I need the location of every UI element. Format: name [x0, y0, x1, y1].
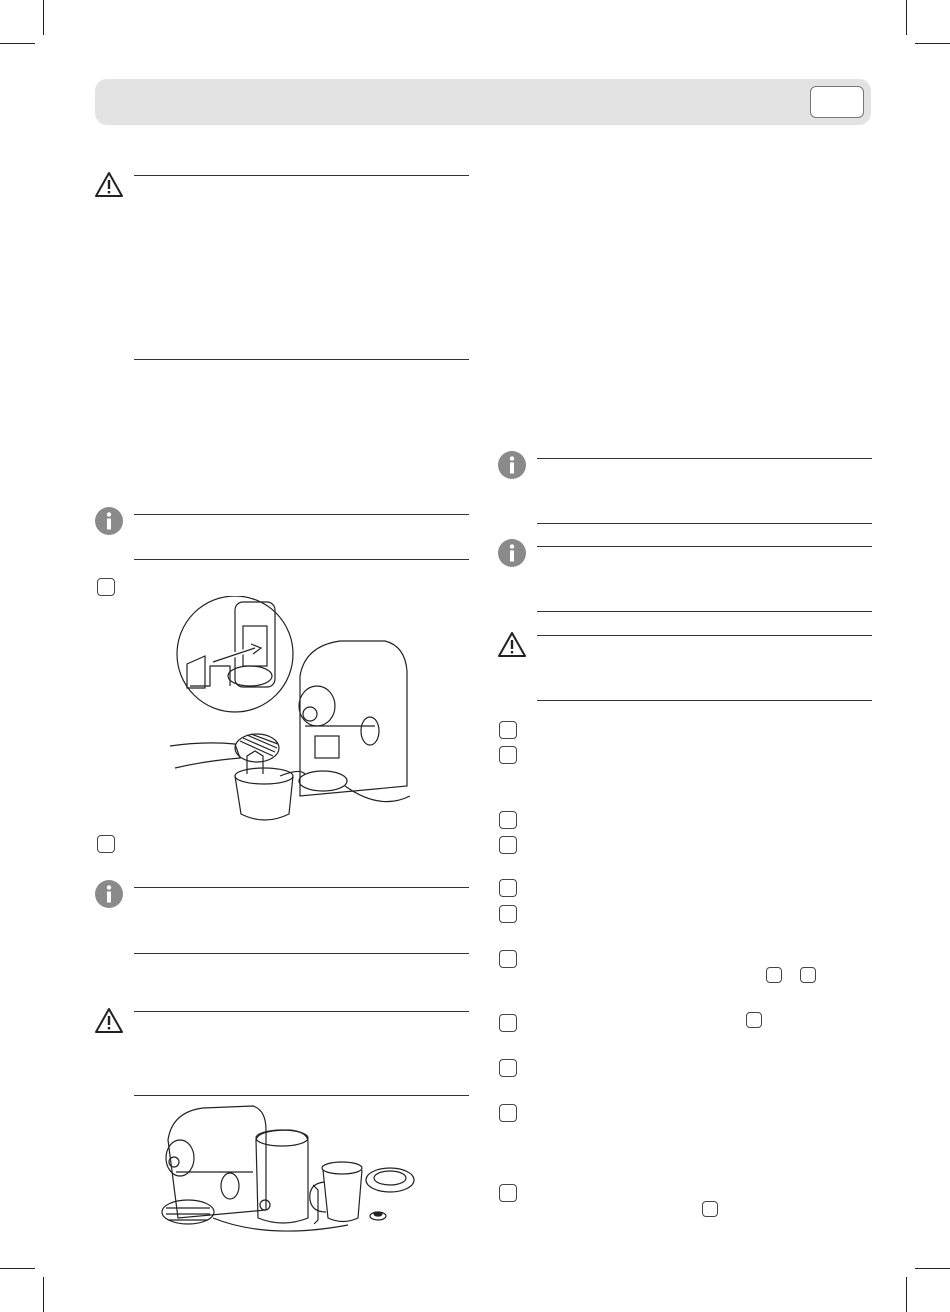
crop-mark: [915, 43, 950, 44]
step-number-box: [499, 811, 517, 829]
section-rule: [537, 635, 872, 636]
step-number-box: [499, 1104, 517, 1122]
info-circle-icon: [94, 506, 124, 536]
info-circle-icon: [497, 538, 527, 568]
header-band: [95, 79, 871, 125]
crop-mark: [906, 0, 907, 35]
step-reference-box: [702, 1201, 718, 1217]
step-number-box: [499, 950, 517, 968]
step-number-box: [499, 721, 517, 739]
section-rule: [134, 559, 469, 560]
info-circle-icon: [94, 879, 124, 909]
step-number-box: [499, 1184, 517, 1202]
section-rule: [537, 700, 872, 701]
crop-mark: [43, 0, 44, 35]
step-number-box: [97, 578, 115, 596]
crop-mark: [0, 1268, 35, 1269]
step-reference-box: [746, 1012, 762, 1028]
section-rule: [537, 523, 872, 524]
warning-triangle-icon: [497, 630, 527, 660]
step-reference-box: [800, 967, 816, 983]
illustration-drip-tray-removal: [165, 596, 410, 828]
illustration-machine-with-milk-frother: [158, 1100, 420, 1240]
crop-mark: [0, 43, 35, 44]
info-circle-icon: [497, 450, 527, 480]
section-rule: [134, 359, 469, 360]
crop-mark: [915, 1268, 950, 1269]
section-rule: [134, 1095, 469, 1096]
crop-mark: [906, 1277, 907, 1312]
step-number-box: [499, 1059, 517, 1077]
section-rule: [134, 514, 469, 515]
section-rule: [134, 175, 469, 176]
section-rule: [537, 458, 872, 459]
step-number-box: [499, 746, 517, 764]
section-rule: [134, 953, 469, 954]
step-number-box: [499, 905, 517, 923]
section-rule: [537, 611, 872, 612]
step-number-box: [499, 879, 517, 897]
warning-triangle-icon: [94, 170, 124, 200]
crop-mark: [43, 1277, 44, 1312]
step-number-box: [499, 836, 517, 854]
section-rule: [134, 1011, 469, 1012]
step-reference-box: [766, 967, 782, 983]
language-tab: [810, 86, 864, 118]
section-rule: [134, 887, 469, 888]
warning-triangle-icon: [94, 1006, 124, 1036]
step-number-box: [97, 835, 115, 853]
section-rule: [537, 546, 872, 547]
step-number-box: [499, 1014, 517, 1032]
